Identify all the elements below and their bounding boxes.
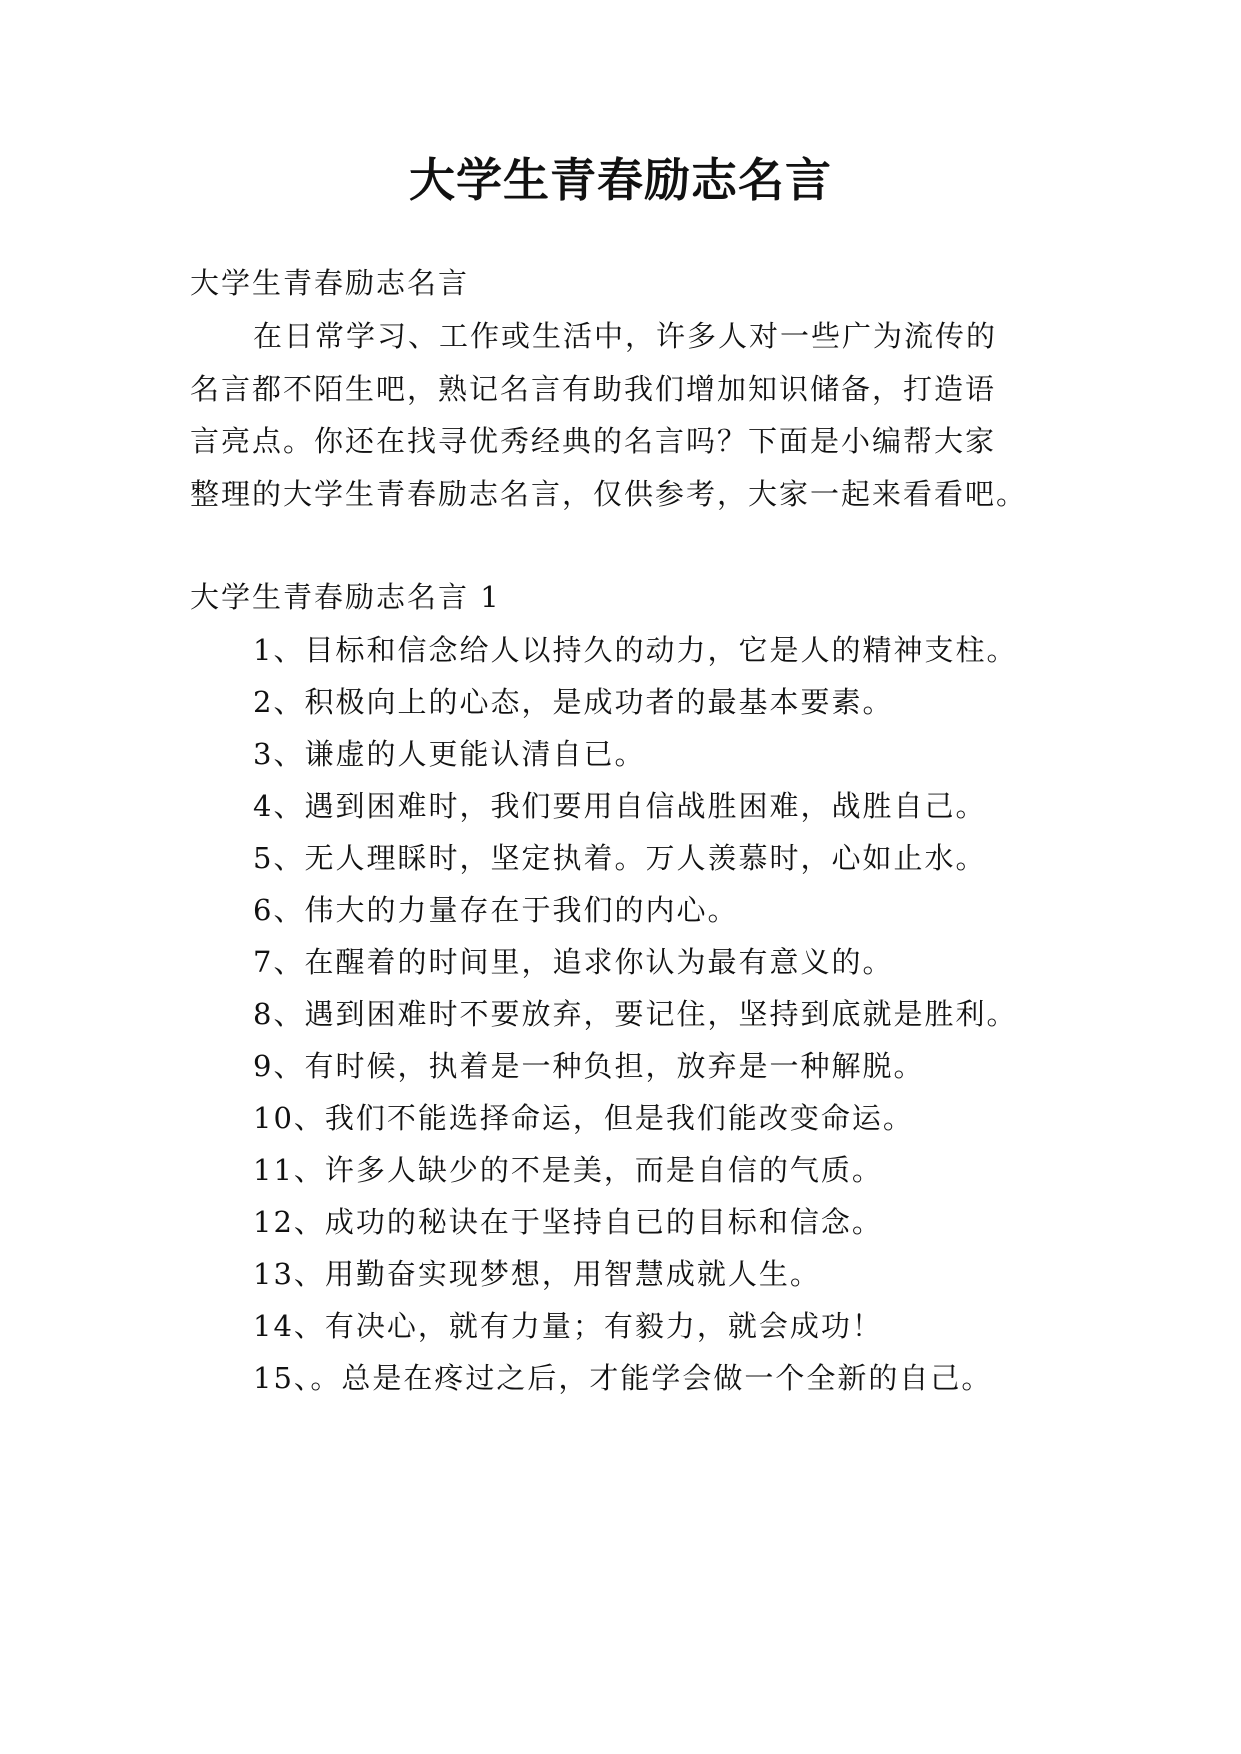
quote-item: 2、积极向上的心态，是成功者的最基本要素。: [253, 685, 894, 719]
section-heading: 大学生青春励志名言 1: [190, 580, 501, 614]
quote-item: 8、遇到困难时不要放弃，要记住，坚持到底就是胜利。: [253, 997, 1018, 1031]
quote-item: 3、谦虚的人更能认清自已。: [253, 737, 646, 771]
quote-item: 6、伟大的力量存在于我们的内心。: [253, 893, 739, 927]
document-title: 大学生青春励志名言: [409, 153, 832, 207]
quote-item: 10、我们不能选择命运，但是我们能改变命运。: [253, 1101, 914, 1135]
quote-item: 14、有决心，就有力量；有毅力，就会成功！: [253, 1309, 883, 1343]
quote-item: 12、成功的秘诀在于坚持自已的目标和信念。: [253, 1205, 883, 1239]
quote-item: 7、在醒着的时间里，追求你认为最有意义的。: [253, 945, 894, 979]
quote-item: 1、目标和信念给人以持久的动力，它是人的精神支柱。: [253, 633, 1018, 667]
intro-line-3: 言亮点。你还在找寻优秀经典的名言吗？下面是小编帮大家: [190, 424, 997, 458]
intro-line-4: 整理的大学生青春励志名言，仅供参考，大家一起来看看吧。: [190, 477, 1028, 511]
intro-line-2: 名言都不陌生吧，熟记名言有助我们增加知识储备，打造语: [190, 372, 997, 406]
quote-item: 4、遇到困难时，我们要用自信战胜困难，战胜自己。: [253, 789, 987, 823]
quote-item: 13、用勤奋实现梦想，用智慧成就人生。: [253, 1257, 821, 1291]
quote-item: 15、。总是在疼过之后，才能学会做一个全新的自己。: [253, 1361, 993, 1395]
quote-item: 5、无人理睬时，坚定执着。万人羡慕时，心如止水。: [253, 841, 987, 875]
quote-item: 9、有时候，执着是一种负担，放弃是一种解脱。: [253, 1049, 925, 1083]
quote-item: 11、许多人缺少的不是美，而是自信的气质。: [253, 1153, 883, 1187]
intro-line-1: 在日常学习、工作或生活中，许多人对一些广为流传的: [253, 319, 998, 353]
document-subtitle: 大学生青春励志名言: [190, 266, 470, 300]
